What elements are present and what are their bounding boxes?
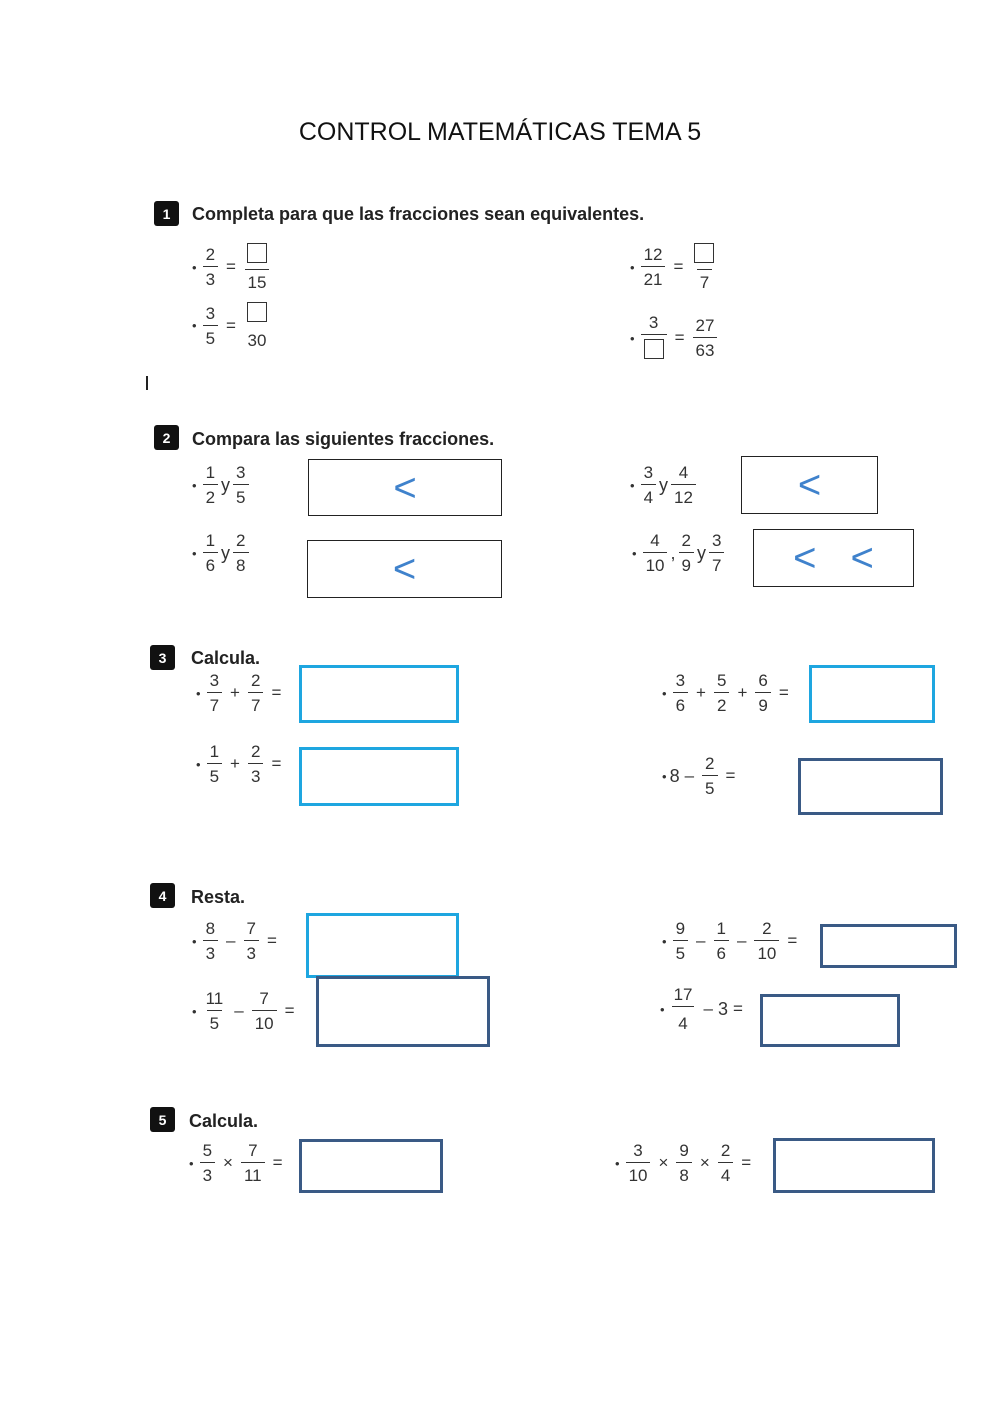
- s3-c-answer-box[interactable]: [299, 747, 459, 806]
- fraction: $\frac{2}{4}$: [718, 1142, 733, 1184]
- s2-c-answer-box[interactable]: [307, 540, 502, 598]
- s4-exercise-b: • $\frac{9}{5}$ – $\frac{1}{6}$ – $\frac{2}{10}$ =: [662, 919, 798, 963]
- s3-a-answer-box[interactable]: [299, 665, 459, 723]
- s2-d-answer-box[interactable]: [753, 529, 914, 587]
- fraction: $\frac{2}{7}$: [248, 672, 263, 714]
- fraction: $\frac{4}{10}$: [643, 532, 668, 574]
- fraction: $\frac{7}{11}$: [241, 1142, 265, 1184]
- fraction: $\frac{1}{6}$: [714, 920, 729, 962]
- s2-exercise-a: • $\frac{1}{2}$ y $\frac{3}{5}$: [192, 464, 252, 506]
- section-4-number: 4: [150, 883, 175, 908]
- fraction: $\frac{2}{9}$: [679, 532, 694, 574]
- blank-numerator-input[interactable]: [694, 243, 714, 263]
- less-than-sign: <: [850, 536, 874, 580]
- s5-b-answer-box[interactable]: [773, 1138, 935, 1193]
- s3-exercise-c: • $\frac{1}{5}$ + $\frac{2}{3}$ =: [196, 742, 282, 786]
- fraction: $\frac{5}{3}$: [200, 1142, 215, 1184]
- less-than-sign: <: [797, 463, 822, 507]
- s4-exercise-a: • $\frac{8}{3}$ – $\frac{7}{3}$ =: [192, 919, 277, 963]
- s5-exercise-b: • $\frac{3}{10}$ × $\frac{9}{8}$ × $\frac{2}{4}$ =: [615, 1141, 752, 1185]
- fraction: $\frac{2}{3}$: [203, 246, 218, 288]
- fraction: $\frac{27}{63}$: [693, 317, 718, 359]
- s2-exercise-d: • $\frac{4}{10}$ , $\frac{2}{9}$ y $\frac{3}{7}$: [632, 532, 727, 574]
- fraction: $\frac{5}{2}$: [714, 672, 729, 714]
- fraction: $\frac{9}{8}$: [676, 1142, 691, 1184]
- blank-numerator-input[interactable]: [247, 302, 267, 322]
- s2-a-answer-box[interactable]: [308, 459, 502, 516]
- fraction: $\frac{12}{21}$: [641, 246, 666, 288]
- s4-b-answer-box[interactable]: [820, 924, 957, 968]
- s1-exercise-b: • $\frac{12}{21}$ = 7: [630, 243, 720, 291]
- s3-d-answer-box[interactable]: [798, 758, 943, 815]
- section-1-heading: Completa para que las fracciones sean equivalentes.: [192, 204, 645, 224]
- section-1-number: 1: [154, 201, 179, 226]
- fraction: $\frac{7}{10}$: [252, 990, 277, 1032]
- section-5-heading: Calcula.: [189, 1111, 259, 1131]
- fraction: $\frac{2}{3}$: [248, 743, 263, 785]
- fraction-with-blank: 7: [691, 243, 717, 291]
- fraction: $\frac{4}{12}$: [671, 464, 696, 506]
- less-than-sign: <: [793, 536, 817, 580]
- s2-exercise-c: • $\frac{1}{6}$ y $\frac{2}{8}$: [192, 532, 252, 574]
- text-cursor: [146, 376, 148, 390]
- s5-a-answer-box[interactable]: [299, 1139, 443, 1193]
- fraction-with-blank: 30: [244, 302, 270, 349]
- fraction: $\frac{3}{5}$: [233, 464, 248, 506]
- bullet: •: [192, 259, 197, 275]
- s4-c-answer-box[interactable]: [316, 976, 490, 1047]
- fraction: $\frac{1}{5}$: [207, 743, 222, 785]
- blank-denominator-input[interactable]: [644, 339, 664, 359]
- fraction: $\frac{2}{5}$: [702, 755, 717, 797]
- fraction: $\frac{3}{10}$: [626, 1142, 651, 1184]
- fraction: $\frac{1}{2}$: [203, 464, 218, 506]
- blank-numerator-input[interactable]: [247, 243, 267, 263]
- s1-exercise-a: • $\frac{2}{3}$ = 15: [192, 243, 273, 291]
- section-3-number: 3: [150, 645, 175, 670]
- fraction: $\frac{11}{5}$: [205, 989, 224, 1033]
- fraction: $\frac{7}{3}$: [244, 920, 259, 962]
- s1-exercise-c: • $\frac{3}{5}$ = 30: [192, 302, 273, 349]
- less-than-sign: <: [393, 465, 417, 510]
- section-4-heading: Resta.: [191, 887, 246, 907]
- s1-exercise-d: • 3 = $\frac{27}{63}$: [630, 314, 720, 362]
- s4-exercise-d: • $\frac{17}{4}$ – 3 =: [660, 985, 743, 1033]
- page-title: CONTROL MATEMÁTICAS TEMA 5: [298, 118, 702, 146]
- fraction: $\frac{9}{5}$: [673, 920, 688, 962]
- less-than-sign: <: [392, 547, 417, 591]
- fraction: $\frac{2}{10}$: [754, 920, 779, 962]
- s4-exercise-c: • $\frac{11}{5}$ – $\frac{7}{10}$ =: [192, 989, 295, 1033]
- s5-exercise-a: • $\frac{5}{3}$ × $\frac{7}{11}$ =: [189, 1141, 283, 1185]
- fraction: $\frac{3}{4}$: [641, 464, 656, 506]
- fraction: $\frac{1}{6}$: [203, 532, 218, 574]
- fraction: $\frac{3}{5}$: [203, 305, 218, 347]
- s4-d-answer-box[interactable]: [760, 994, 900, 1047]
- s3-b-answer-box[interactable]: [809, 665, 935, 723]
- s3-exercise-d: • 8 – $\frac{2}{5}$ =: [662, 754, 736, 798]
- fraction: $\frac{17}{4}$: [673, 985, 693, 1033]
- fraction: $\frac{6}{9}$: [755, 672, 770, 714]
- section-2-number: 2: [154, 425, 179, 450]
- s3-exercise-b: • $\frac{3}{6}$ + $\frac{5}{2}$ + $\frac{6}{9}$ =: [662, 671, 789, 715]
- s2-exercise-b: • $\frac{3}{4}$ y $\frac{4}{12}$: [630, 464, 699, 506]
- fraction: $\frac{8}{3}$: [203, 920, 218, 962]
- fraction: $\frac{3}{6}$: [673, 672, 688, 714]
- fraction-with-blank: 3: [641, 314, 667, 362]
- fraction: $\frac{2}{8}$: [233, 532, 248, 574]
- s3-exercise-a: • $\frac{3}{7}$ + $\frac{2}{7}$ =: [196, 671, 282, 715]
- fraction-with-blank: 15: [244, 243, 270, 291]
- s4-a-answer-box[interactable]: [306, 913, 459, 978]
- section-3-heading: Calcula.: [191, 648, 261, 668]
- section-5-number: 5: [150, 1107, 175, 1132]
- s2-b-answer-box[interactable]: [741, 456, 878, 514]
- fraction: $\frac{3}{7}$: [207, 672, 222, 714]
- fraction: $\frac{3}{7}$: [709, 532, 724, 574]
- section-2-heading: Compara las siguientes fracciones.: [192, 429, 495, 449]
